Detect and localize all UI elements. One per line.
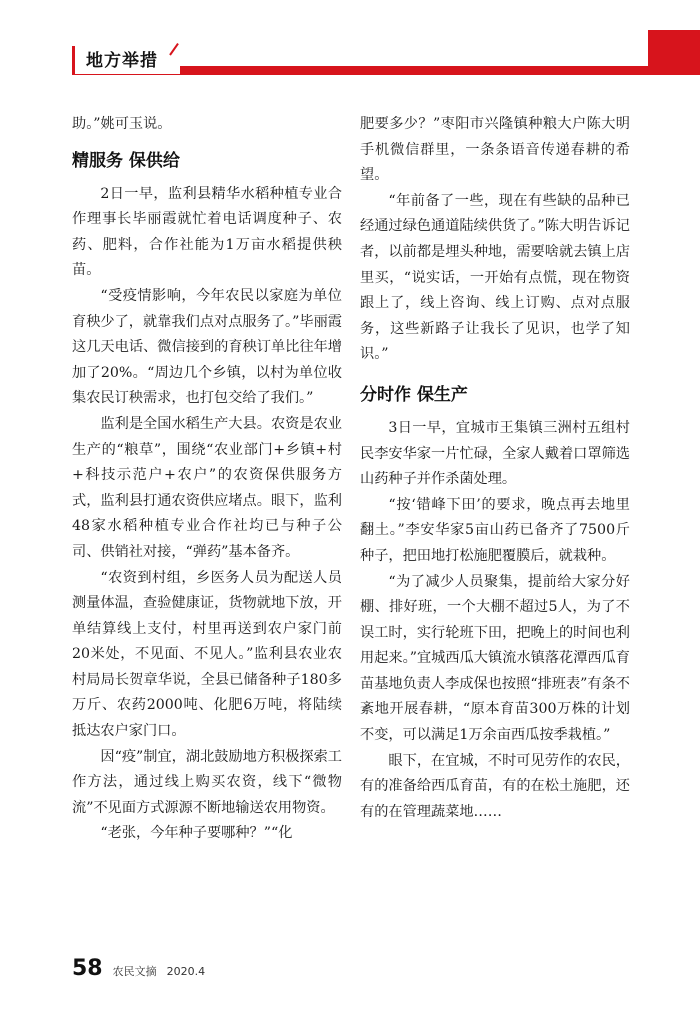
section-title: 地方举措 — [86, 51, 158, 71]
paragraph: 因“疫”制宜，湖北鼓励地方积极探索工作方法，通过线上购买农资，线下“微物流”不见面方式源源不断地输送农用物资。 — [72, 748, 342, 816]
paragraph: 监利是全国水稻生产大县。农资是农业生产的“粮草”，围绕“农业部门+乡镇+村+科技示范户+农户”的农资保供服务方式，监利县打通农资供应堵点。眼下，监利48家水稻种植专业合作社均已与种子公司、供销社对接，“弹药”基本备齐。 — [72, 415, 342, 560]
paragraph: “按‘错峰下田’的要求，晚点再去地里翻土。”李安华家5亩山药已备齐了7500斤种子，把田地打松施肥覆膜后，就栽种。 — [360, 496, 630, 564]
section-heading: 分时作 保生产 — [360, 384, 468, 405]
header-underline — [72, 74, 182, 75]
continuation-text: 助。”姚可玉说。 — [72, 116, 172, 132]
paragraph: “年前备了一些，现在有些缺的品种已经通过绿色通道陆续供货了。”陈大明告诉记者，以前都是埋头种地，需要啥就去镇上店里买，“说实话，一开始有点慌，现在物资跟上了，线上咨询、线上订购、点对点服务，这些新路子让我长了见识，也学了知识。” — [360, 192, 630, 363]
magazine-name: 农民文摘 — [112, 965, 157, 978]
continuation-text: 肥要多少？”枣阳市兴隆镇种粮大户陈大明手机微信群里，一条条语音传递春耕的希望。 — [360, 116, 630, 184]
page-number: 58 — [72, 956, 103, 981]
paragraph: “为了减少人员聚集，提前给大家分好棚、排好班，一个大棚不超过5人，为了不误工时，实行轮班下田，把晚上的时间也利用起来。”宜城西瓜大镇流水镇落花潭西瓜育苗基地负责人李成保也按照“排班表”有条不紊地开展春耕，“原本育苗300万株的计划不变，可以满足1万余亩西瓜按季栽植。” — [360, 573, 630, 744]
left-column — [72, 112, 342, 847]
paragraph: “农资到村组，乡医务人员为配送人员测量体温，查验健康证，货物就地下放，开单结算线上支付，村里再送到农户家门前20米处，不见面、不见人。”监利县农业农村局局长贺章华说，全县已储备种子180多万斤、农药2000吨、化肥6万吨，将陆续抵达农户家门口。 — [72, 569, 342, 740]
paragraph: “老张，今年种子要哪种？”“化 — [100, 825, 293, 842]
right-column — [360, 112, 630, 825]
paragraph: 眼下，在宜城，不时可见劳作的农民，有的准备给西瓜育苗，有的在松土施肥，还有的在管理蔬菜地…… — [360, 752, 630, 820]
paragraph: “受疫情影响，今年农民以家庭为单位育秧少了，就靠我们点对点服务了。”毕丽霞这几天电话、微信接到的育秧订单比往年增加了20%。“周边几个乡镇，以村为单位收集农民订秧需求，也打包交给了我们。” — [72, 287, 342, 407]
section-heading: 精服务 保供给 — [72, 150, 180, 171]
page-footer — [72, 956, 205, 981]
magazine-issue: 2020.4 — [166, 965, 206, 978]
paragraph: 3日一早，宜城市王集镇三洲村五组村民李安华家一片忙碌，全家人戴着口罩筛选山药种子并作杀菌处理。 — [360, 419, 630, 488]
paragraph: 2日一早，监利县精华水稻种植专业合作理事长毕丽霞就忙着电话调度种子、农药、肥料，合作社能为1万亩水稻提供秧苗。 — [72, 185, 342, 279]
header-tick-mark — [72, 46, 75, 74]
header-red-bar — [180, 66, 700, 75]
